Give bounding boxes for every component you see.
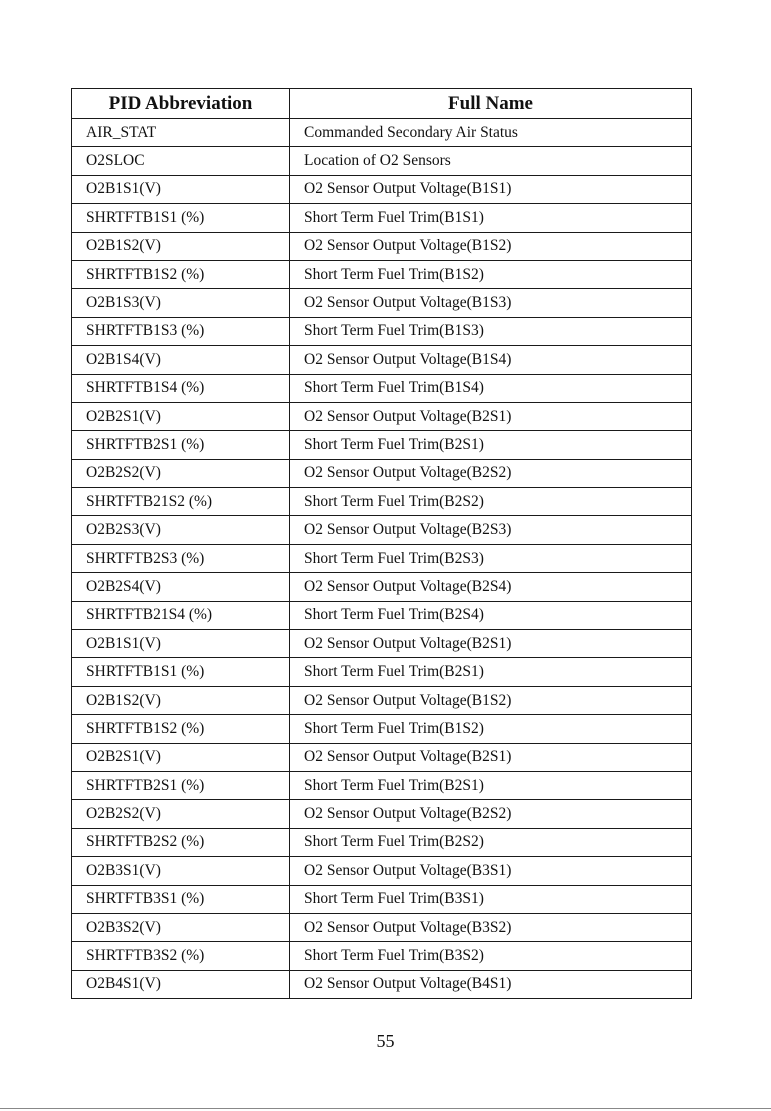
full-name-cell: Short Term Fuel Trim(B1S1) (290, 204, 692, 232)
pid-abbreviation-cell: SHRTFTB1S4 (%) (72, 374, 290, 402)
pid-abbreviation-cell: O2B2S2(V) (72, 800, 290, 828)
table-row (72, 346, 692, 374)
pid-abbreviation-cell: O2B2S4(V) (72, 573, 290, 601)
table-row (72, 658, 692, 686)
full-name-cell: Short Term Fuel Trim(B1S3) (290, 317, 692, 345)
pid-abbreviation-cell: O2B1S1(V) (72, 175, 290, 203)
full-name-cell: Short Term Fuel Trim(B2S2) (290, 488, 692, 516)
table-row (72, 488, 692, 516)
table-row (72, 970, 692, 998)
pid-abbreviation-cell: O2SLOC (72, 147, 290, 175)
pid-abbreviation-cell: SHRTFTB3S1 (%) (72, 885, 290, 913)
pid-abbreviation-cell: O2B2S3(V) (72, 516, 290, 544)
full-name-cell: O2 Sensor Output Voltage(B3S2) (290, 913, 692, 941)
full-name-cell: O2 Sensor Output Voltage(B1S2) (290, 232, 692, 260)
full-name-cell: O2 Sensor Output Voltage(B1S4) (290, 346, 692, 374)
table-row (72, 601, 692, 629)
pid-abbreviation-cell: SHRTFTB21S2 (%) (72, 488, 290, 516)
pid-abbreviation-cell: SHRTFTB3S2 (%) (72, 942, 290, 970)
pid-abbreviation-cell: O2B3S1(V) (72, 857, 290, 885)
full-name-cell: O2 Sensor Output Voltage(B1S2) (290, 686, 692, 714)
table-row (72, 544, 692, 572)
table-row (72, 630, 692, 658)
pid-abbreviation-cell: O2B4S1(V) (72, 970, 290, 998)
table-row (72, 119, 692, 147)
full-name-cell: Short Term Fuel Trim(B2S1) (290, 658, 692, 686)
table-row (72, 715, 692, 743)
bottom-rule (0, 1108, 771, 1109)
column-header-full-name: Full Name (290, 89, 692, 119)
table-header (72, 89, 692, 119)
full-name-cell: Location of O2 Sensors (290, 147, 692, 175)
table-row (72, 289, 692, 317)
full-name-cell: O2 Sensor Output Voltage(B2S3) (290, 516, 692, 544)
full-name-cell: Short Term Fuel Trim(B1S2) (290, 715, 692, 743)
pid-abbreviation-cell: SHRTFTB2S2 (%) (72, 828, 290, 856)
full-name-cell: O2 Sensor Output Voltage(B4S1) (290, 970, 692, 998)
column-header-pid-abbreviation: PID Abbreviation (72, 89, 290, 119)
table-row (72, 913, 692, 941)
full-name-cell: Short Term Fuel Trim(B2S3) (290, 544, 692, 572)
table-row (72, 431, 692, 459)
pid-abbreviation-cell: SHRTFTB1S2 (%) (72, 260, 290, 288)
pid-abbreviation-cell: AIR_STAT (72, 119, 290, 147)
pid-abbreviation-cell: O2B2S1(V) (72, 402, 290, 430)
table-row (72, 885, 692, 913)
table-row (72, 573, 692, 601)
pid-table (71, 88, 692, 999)
full-name-cell: O2 Sensor Output Voltage(B2S2) (290, 800, 692, 828)
table-body (72, 119, 692, 999)
full-name-cell: O2 Sensor Output Voltage(B2S4) (290, 573, 692, 601)
header-row (72, 89, 692, 119)
table-row (72, 374, 692, 402)
full-name-cell: Short Term Fuel Trim(B2S1) (290, 431, 692, 459)
full-name-cell: Short Term Fuel Trim(B2S2) (290, 828, 692, 856)
full-name-cell: Short Term Fuel Trim(B3S1) (290, 885, 692, 913)
full-name-cell: Short Term Fuel Trim(B2S4) (290, 601, 692, 629)
table-row (72, 459, 692, 487)
pid-abbreviation-cell: O2B1S4(V) (72, 346, 290, 374)
pid-abbreviation-cell: O2B3S2(V) (72, 913, 290, 941)
table-row (72, 800, 692, 828)
table-row (72, 260, 692, 288)
pid-abbreviation-cell: O2B1S1(V) (72, 630, 290, 658)
full-name-cell: O2 Sensor Output Voltage(B1S3) (290, 289, 692, 317)
pid-abbreviation-cell: O2B2S2(V) (72, 459, 290, 487)
pid-abbreviation-cell: SHRTFTB2S1 (%) (72, 771, 290, 799)
full-name-cell: Short Term Fuel Trim(B1S2) (290, 260, 692, 288)
table-row (72, 147, 692, 175)
table-row (72, 771, 692, 799)
pid-abbreviation-cell: O2B1S2(V) (72, 686, 290, 714)
full-name-cell: O2 Sensor Output Voltage(B2S1) (290, 743, 692, 771)
table-row (72, 175, 692, 203)
table-row (72, 743, 692, 771)
full-name-cell: O2 Sensor Output Voltage(B1S1) (290, 175, 692, 203)
pid-abbreviation-cell: O2B1S3(V) (72, 289, 290, 317)
pid-abbreviation-cell: SHRTFTB1S3 (%) (72, 317, 290, 345)
pid-abbreviation-cell: SHRTFTB21S4 (%) (72, 601, 290, 629)
pid-abbreviation-cell: SHRTFTB2S3 (%) (72, 544, 290, 572)
page-number: 55 (376, 1031, 395, 1051)
full-name-cell: O2 Sensor Output Voltage(B2S1) (290, 630, 692, 658)
pid-abbreviation-cell: O2B2S1(V) (72, 743, 290, 771)
table-row (72, 686, 692, 714)
full-name-cell: Short Term Fuel Trim(B3S2) (290, 942, 692, 970)
table-row (72, 942, 692, 970)
pid-abbreviation-cell: SHRTFTB2S1 (%) (72, 431, 290, 459)
table-row (72, 317, 692, 345)
table-row (72, 232, 692, 260)
table-row (72, 402, 692, 430)
table-row (72, 516, 692, 544)
full-name-cell: O2 Sensor Output Voltage(B2S2) (290, 459, 692, 487)
table-row (72, 857, 692, 885)
pid-abbreviation-cell: SHRTFTB1S1 (%) (72, 658, 290, 686)
table-row (72, 204, 692, 232)
pid-abbreviation-cell: O2B1S2(V) (72, 232, 290, 260)
table-row (72, 828, 692, 856)
full-name-cell: O2 Sensor Output Voltage(B3S1) (290, 857, 692, 885)
full-name-cell: Short Term Fuel Trim(B2S1) (290, 771, 692, 799)
full-name-cell: Short Term Fuel Trim(B1S4) (290, 374, 692, 402)
full-name-cell: Commanded Secondary Air Status (290, 119, 692, 147)
pid-abbreviation-cell: SHRTFTB1S1 (%) (72, 204, 290, 232)
pid-abbreviation-cell: SHRTFTB1S2 (%) (72, 715, 290, 743)
full-name-cell: O2 Sensor Output Voltage(B2S1) (290, 402, 692, 430)
